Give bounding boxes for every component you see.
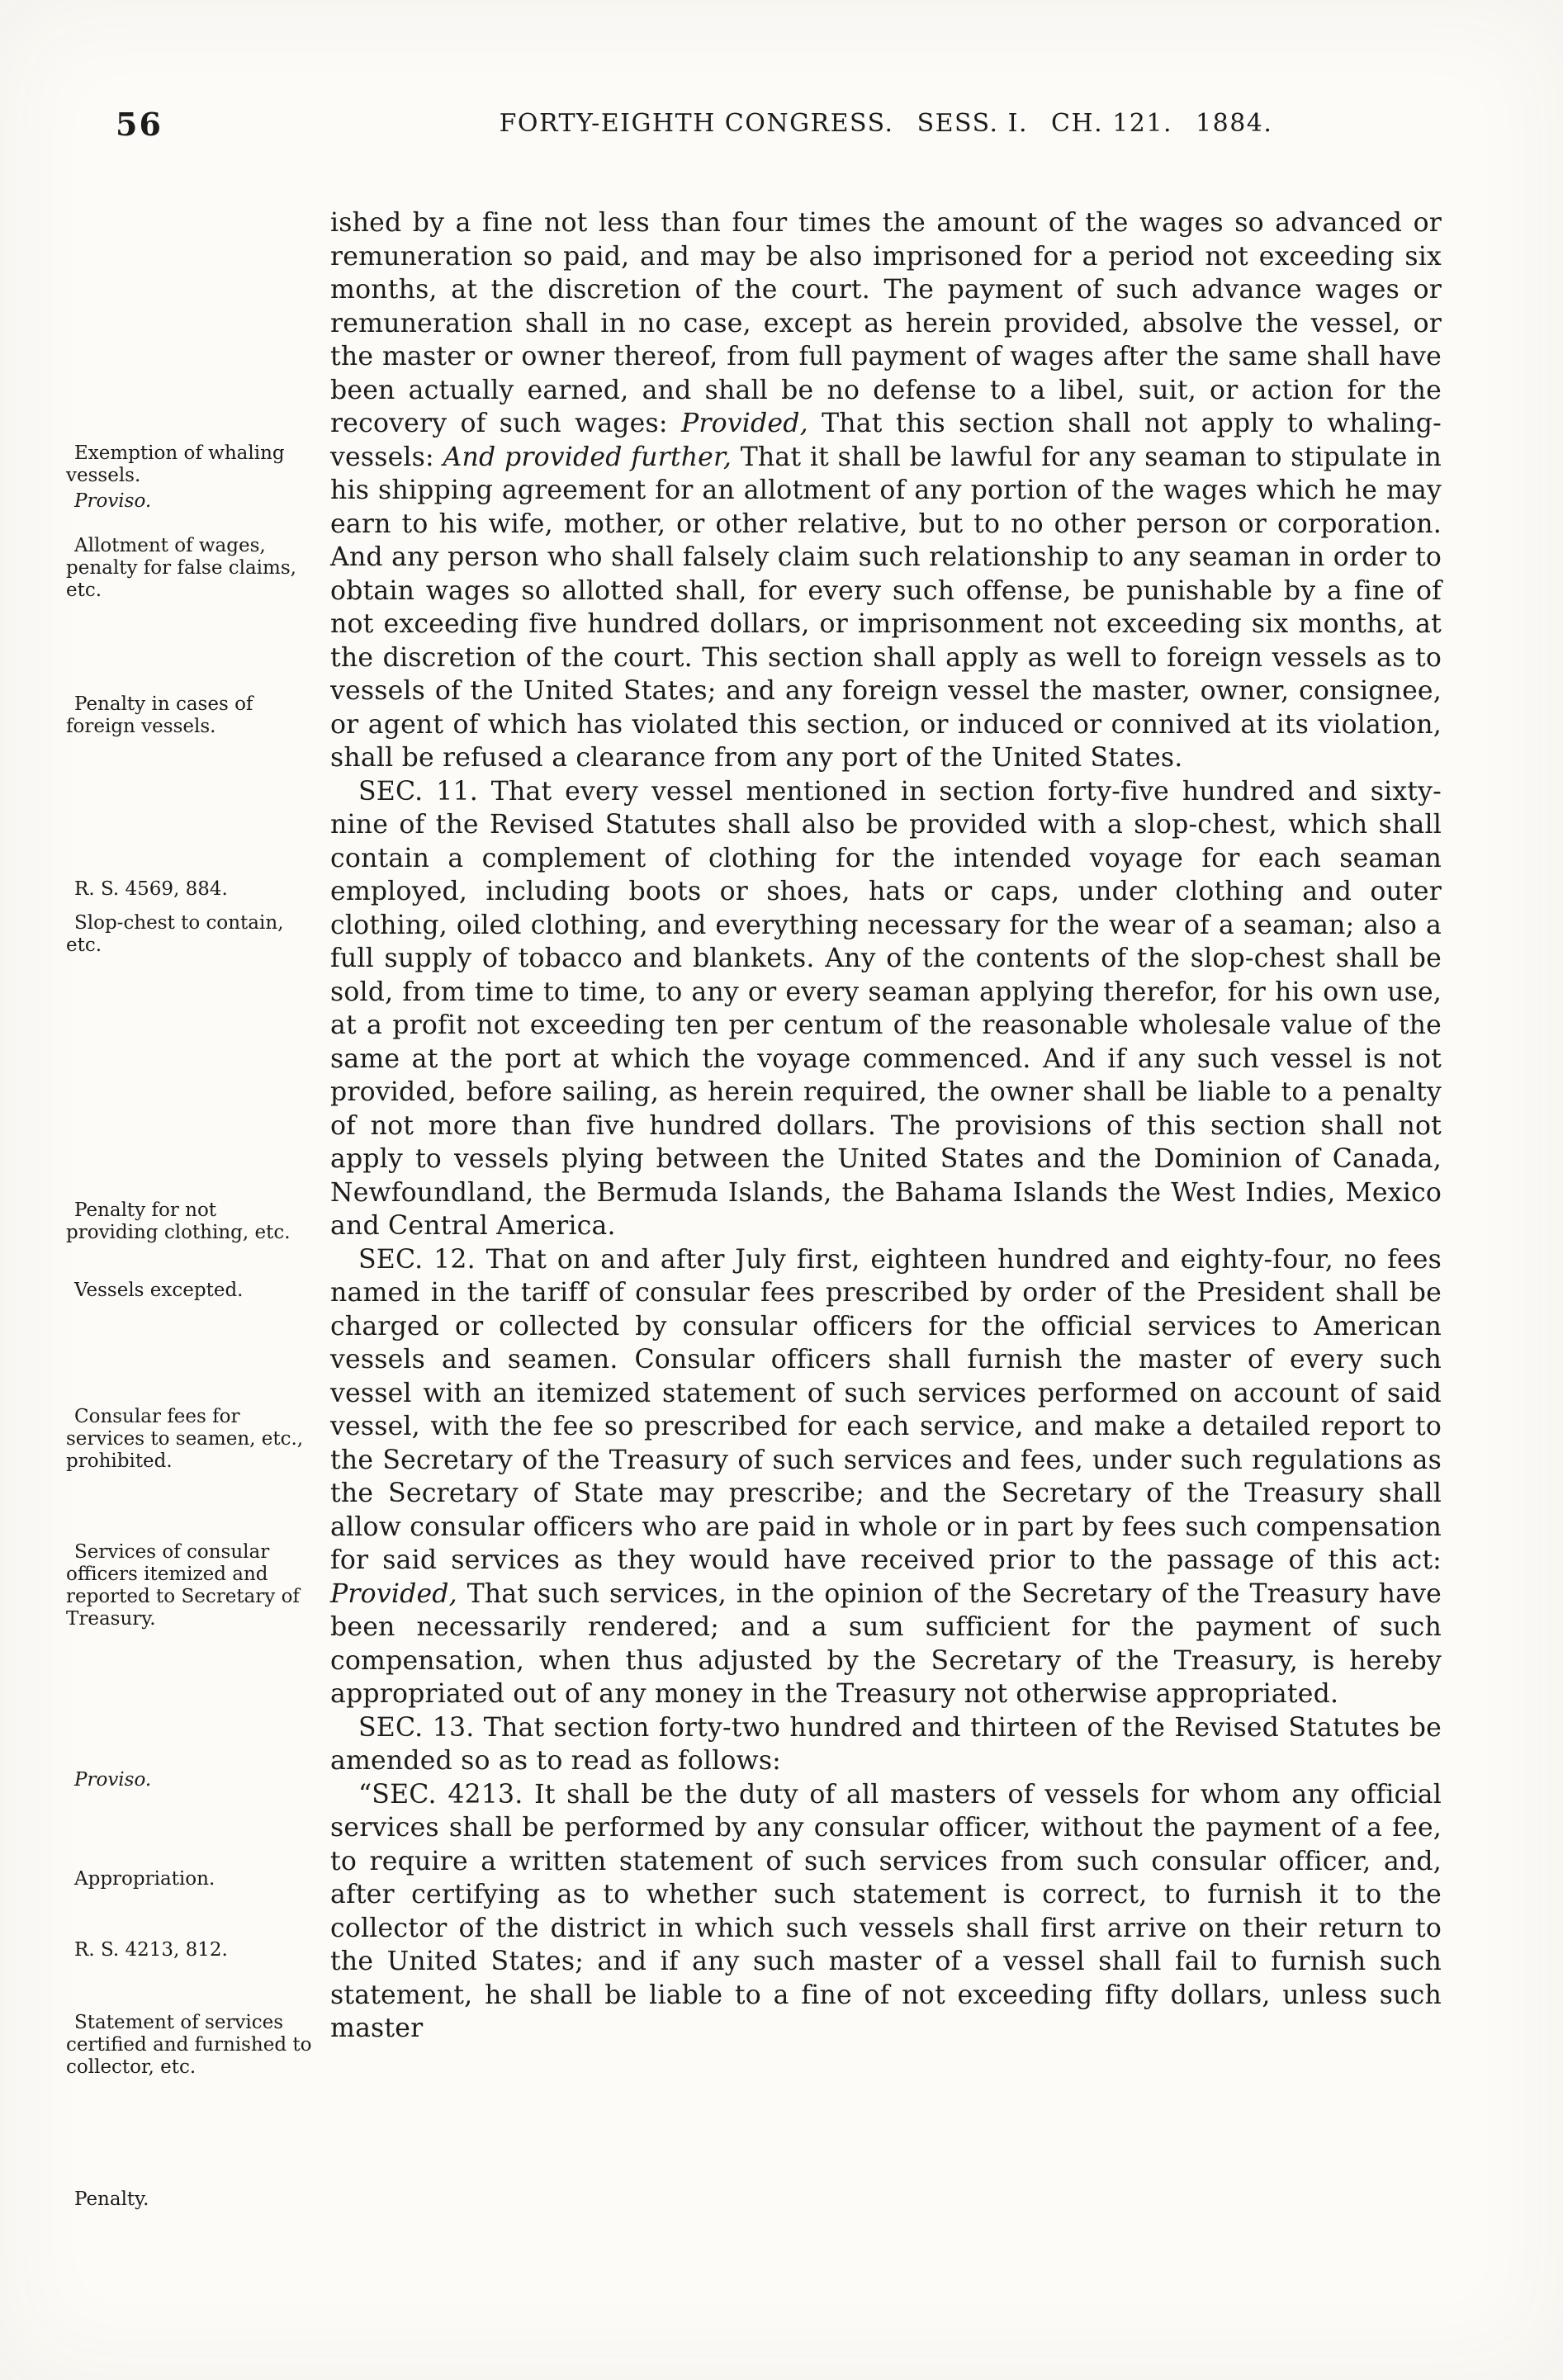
paragraph-sec-13-amendment: SEC. 13. That section forty-two hundred and thirteen of the Revised Statutes be amended so as to read as follows: [330, 1712, 1442, 1776]
margin-note-consular-fees-prohibited: Consular fees for services to seamen, etc., prohibited. [66, 1406, 304, 1472]
page-content [0, 206, 1563, 2210]
margin-note-proviso-1: Proviso. [74, 490, 152, 512]
paragraph-sec-12-consular-fees: SEC. 12. That on and after July first, eighteen hundred and eighty-four, no fees named in the tariff of consular fees prescribed by order of the President shall be charged or collected by consular officers for the official services to American vessels and seamen. Consular officers shall furnish the master of every such vessel with an itemized statement of such services performed on account of said vessel, with the fee so prescribed for each service, and make a detailed report to the Secretary of the Treasury of such services and fees, under such regulations as the Secretary of State may prescribe; and the Secretary of the Treasury shall allow consular officers who are paid in whole or in part by fees such compensation for said services as they would have received prior to the passage of this act: Provided, That such services, in the opinion of the Secretary of the Treasury have been necessarily rendered; and a sum sufficient for the payment of such compensation, when thus adjusted by the Secretary of the Treasury, is hereby appropriated out of any money in the Treasury not otherwise appropriated. [330, 1244, 1442, 1709]
paragraph-continuation-wages: ished by a fine not less than four times the amount of the wages so advanced or remuneration so paid, and may be also imprisoned for a period not exceeding six months, at the discretion of the court. The payment of such advance wages or remuneration shall in no case, except as herein provided, absolve the vessel, or the master or owner thereof, from full payment of wages after the same shall have been actually earned, and shall be no defense to a libel, suit, or action for the recovery of such wages: Provided, That this section shall not apply to whaling-vessels: And provided further, That it shall be lawful for any seaman to stipulate in his shipping agreement for an allotment of any portion of the wages which he may earn to his wife, mother, or other relative, but to no other person or corporation. And any person who shall falsely claim such relationship to any seaman in order to obtain wages so allotted shall, for every such offense, be punishable by a fine of not exceeding five hundred dollars, or imprisonment not exceeding six months, at the discretion of the court. This section shall apply as well to foreign vessels as to vessels of the United States; and any foreign vessel the master, owner, consignee, or agent of which has violated this section, or induced or connived at its violation, shall be refused a clearance from any port of the United States. [330, 208, 1442, 773]
page-number: 56 [116, 106, 163, 143]
margin-note-allotment-of-wages: Allotment of wages, penalty for false claims, etc. [66, 535, 296, 601]
margin-note-vessels-excepted: Vessels excepted. [74, 1280, 244, 1301]
margin-note-exemption-whaling-vessels: Exemption of whaling vessels. [66, 442, 285, 486]
body-text-column [330, 206, 1442, 2046]
running-title-congress: FORTY-EIGHTH CONGRESS. [499, 109, 894, 138]
margin-note-penalty-foreign-vessels: Penalty in cases of foreign vessels. [66, 693, 253, 737]
margin-note-slop-chest: Slop-chest to contain, etc. [66, 912, 284, 956]
running-title [330, 109, 1442, 138]
margin-note-rs-4213-812: R. S. 4213, 812. [74, 1939, 228, 1961]
margin-note-penalty-not-providing-clothing: Penalty for not providing clothing, etc. [66, 1199, 291, 1243]
running-title-chapter: CH. 121. [1051, 109, 1173, 138]
margin-note-penalty: Penalty. [74, 2188, 149, 2210]
margin-note-proviso-2: Proviso. [74, 1769, 152, 1791]
margin-note-appropriation: Appropriation. [74, 1868, 216, 1890]
paragraph-sec-4213-statement: “SEC. 4213. It shall be the duty of all masters of vessels for whom any official services shall be performed by any consular officer, without the payment of a fee, to require a written statement of such services from such consular officer, and, after certifying as to whether such statement is correct, to furnish it to the collector of the district in which such vessels shall first arrive on their return to the United States; and if any such master of a vessel shall fail to furnish such statement, he shall be liable to a fine of not exceeding fifty dollars, unless such master [330, 1779, 1442, 2043]
margin-note-statement-certified: Statement of services certified and furnished to collector, etc. [66, 2012, 312, 2078]
page-header [0, 106, 1563, 143]
running-title-session: SESS. I. [916, 109, 1029, 138]
margin-note-services-itemized-reported: Services of consular officers itemized and reported to Secretary of Treasury. [66, 1541, 300, 1630]
paragraph-sec-11-slop-chest: SEC. 11. That every vessel mentioned in section forty-five hundred and sixty-nine of the Revised Statutes shall also be provided with a slop-chest, which shall contain a complement of clothing for the intended voyage for each seaman employed, including boots or shoes, hats or caps, under clothing and outer clothing, oiled clothing, and everything necessary for the wear of a seaman; also a full supply of tobacco and blankets. Any of the contents of the slop-chest shall be sold, from time to time, to any or every seaman applying therefor, for his own use, at a profit not exceeding ten per centum of the reasonable wholesale value of the same at the port at which the voyage commenced. And if any such vessel is not provided, before sailing, as herein required, the owner shall be liable to a penalty of not more than five hundred dollars. The provisions of this section shall not apply to vessels plying between the United States and the Dominion of Canada, Newfoundland, the Bermuda Islands, the Bahama Islands the West Indies, Mexico and Central America. [330, 776, 1442, 1241]
running-title-year: 1884. [1196, 109, 1273, 138]
margin-note-rs-4569-884: R. S. 4569, 884. [74, 878, 228, 900]
